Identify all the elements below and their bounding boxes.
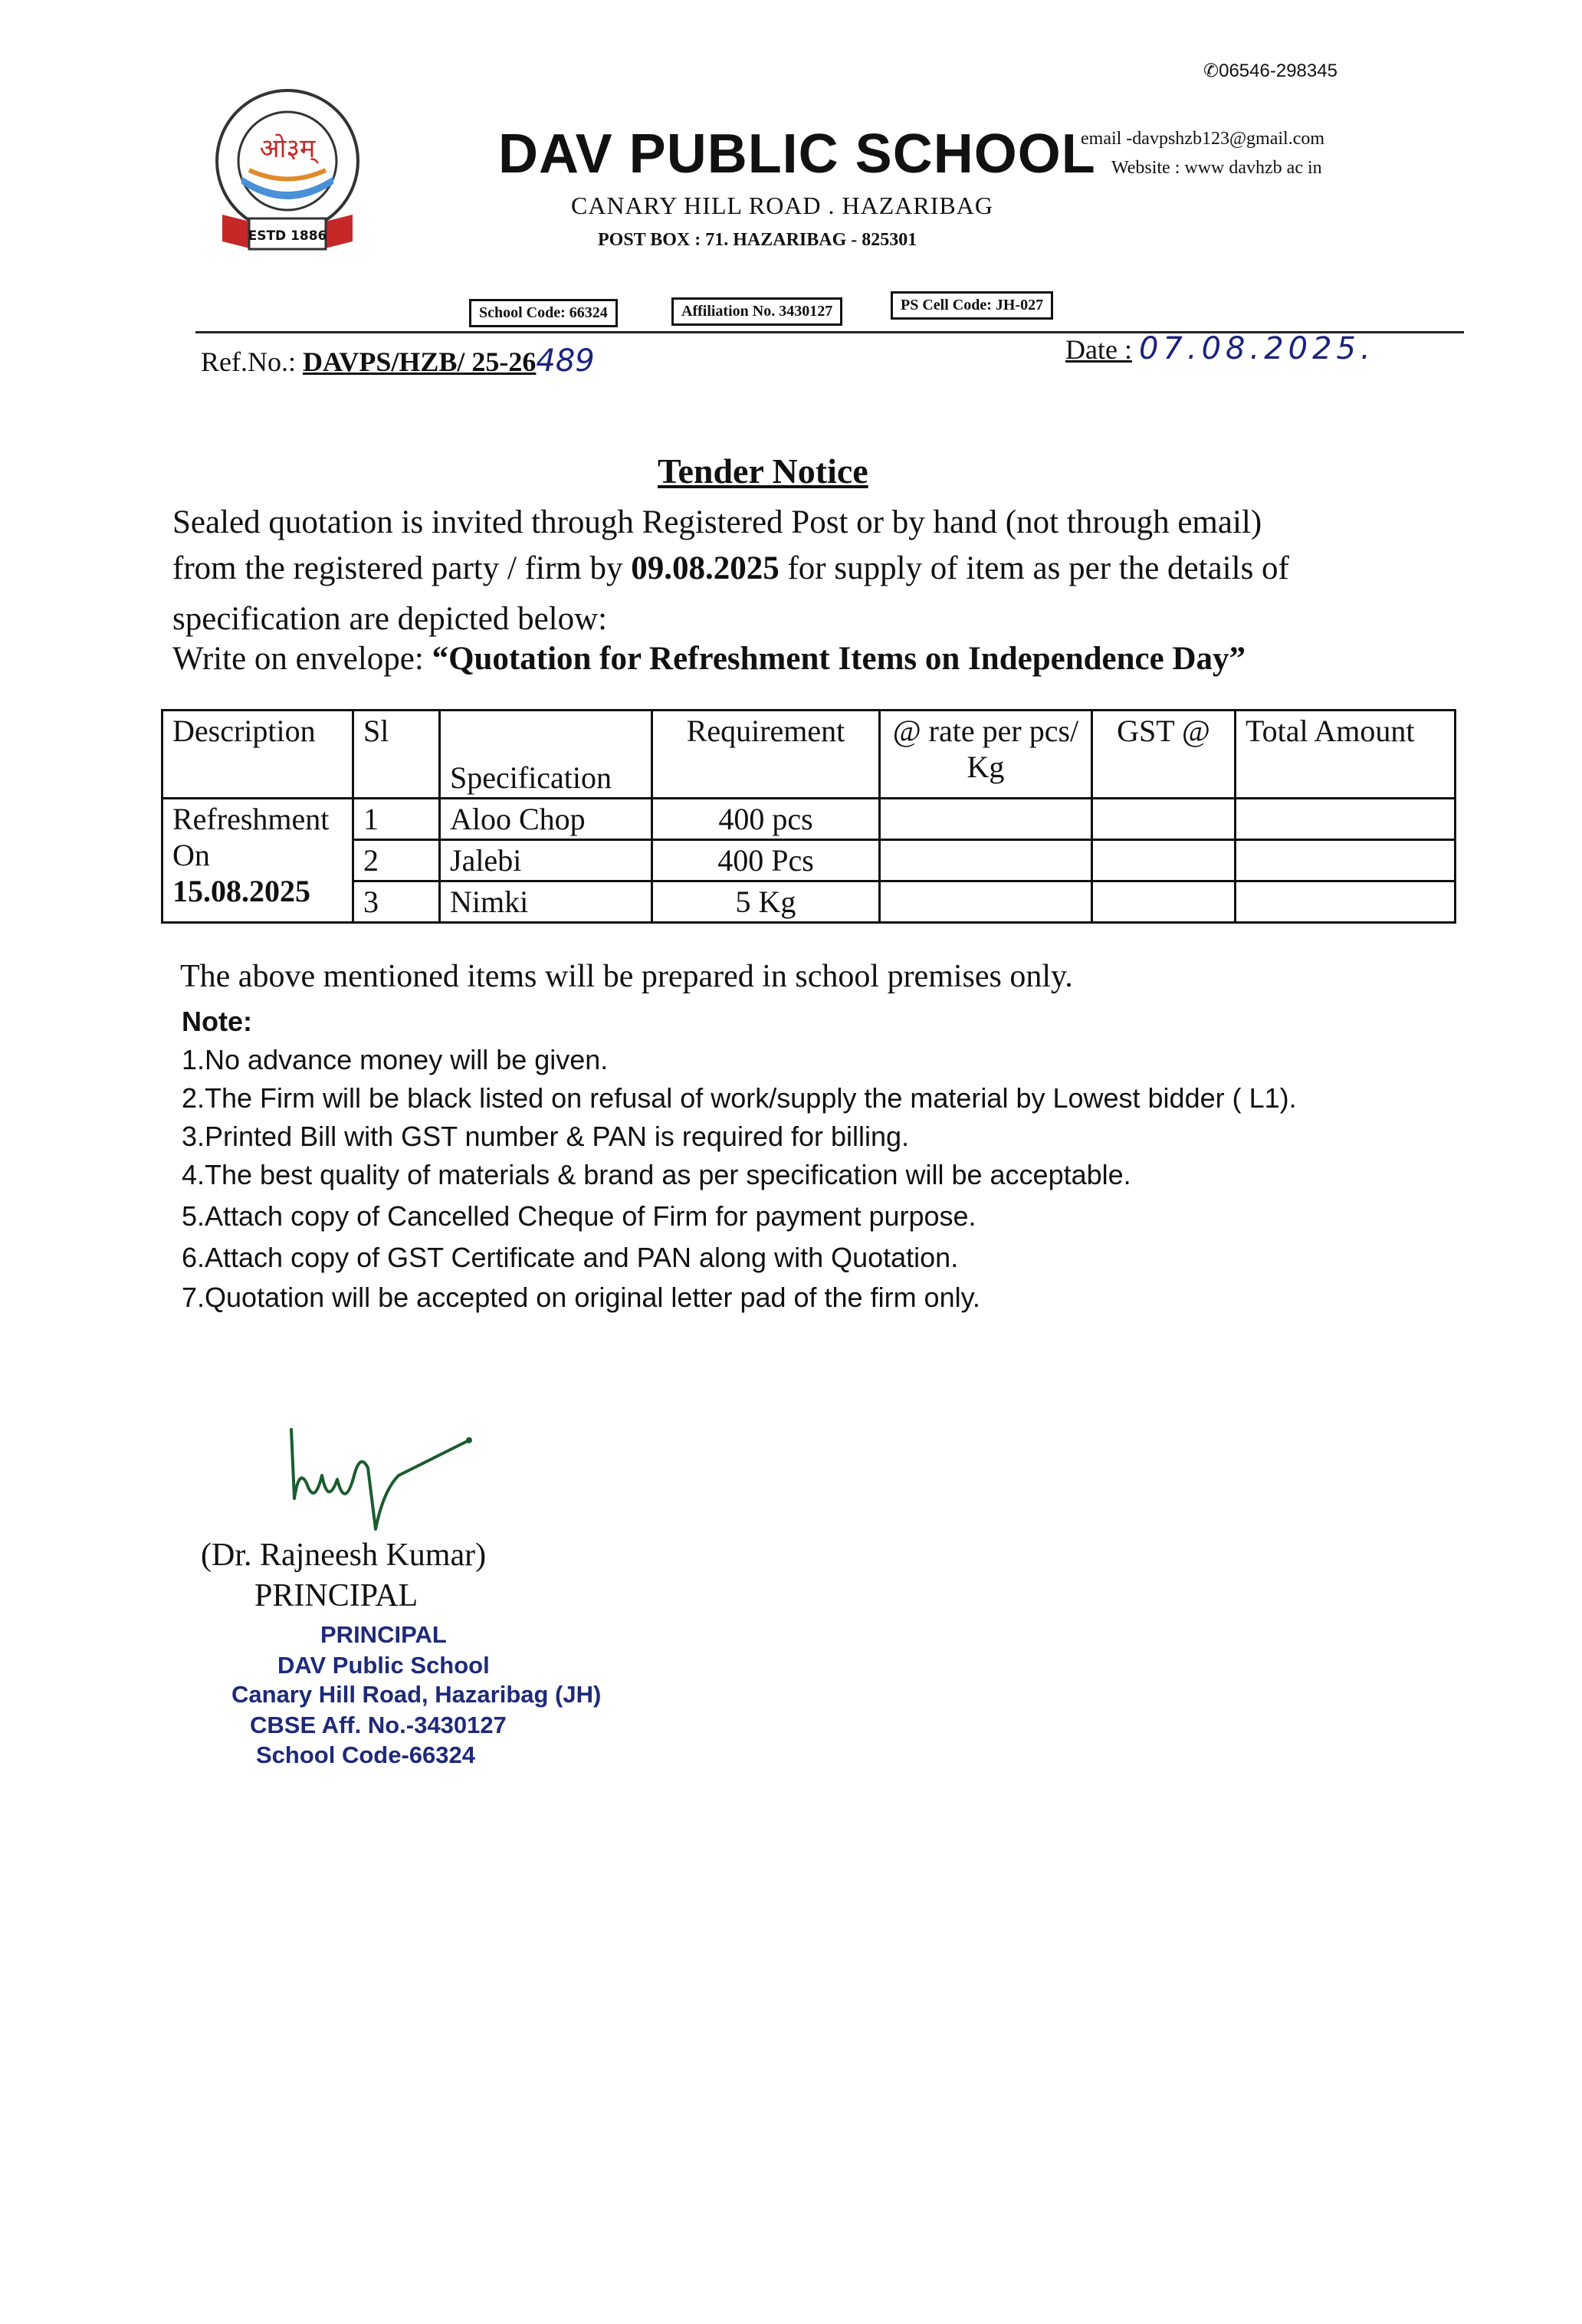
description-cell: Refreshment On 15.08.2025 [162,799,353,923]
total-cell [1236,840,1456,881]
items-table [161,709,1456,924]
note-item: 7.Quotation will be accepted on original letter pad of the firm only. [182,1282,980,1313]
notice-line-3: specification are depicted below: [172,601,608,637]
col-total: Total Amount [1236,711,1456,799]
note-item: 4.The best quality of materials & brand as per specification will be acceptable. [182,1159,1131,1190]
note-item: 5.Attach copy of Cancelled Cheque of Firm for payment purpose. [182,1200,976,1232]
req-cell: 400 pcs [652,799,880,840]
signer-name: (Dr. Rajneesh Kumar) [201,1538,487,1573]
spec-cell: Aloo Chop [440,799,652,840]
school-code-box: School Code: 66324 [469,299,618,327]
req-cell: 400 Pcs [652,840,880,881]
premises-note: The above mentioned items will be prepared in school premises only. [180,959,1073,994]
signer-title: PRINCIPAL [254,1578,418,1613]
post-box: POST BOX : 71. HAZARIBAG - 825301 [598,230,917,250]
col-rate: @ rate per pcs/ Kg [880,711,1092,799]
gst-cell [1092,840,1236,881]
rate-cell [880,799,1092,840]
col-sl: Sl [353,711,440,799]
sl-cell: 1 [353,799,440,840]
col-description: Description [162,711,353,799]
stamp-line: CBSE Aff. No.-3430127 [250,1712,507,1738]
sl-cell: 3 [353,881,440,923]
reference-number [201,343,595,379]
spec-cell: Nimki [440,881,652,923]
req-cell: 5 Kg [652,881,880,923]
phone-number: ✆06546-298345 [1203,61,1337,81]
svg-text:ओ३म्: ओ३म् [259,133,316,164]
notice-date [1065,331,1375,366]
stamp-line: PRINCIPAL [320,1621,447,1648]
date-label: Date : [1065,334,1132,365]
school-logo [207,84,368,276]
note-item: 2.The Firm will be black listed on refusal of work/supply the material by Lowest bidder ( L1). [182,1082,1297,1114]
deadline-date: 09.08.2025 [631,550,780,586]
table-header-row [162,711,1456,799]
col-gst: GST @ [1092,711,1236,799]
date-handwritten: 07.08.2025. [1138,331,1375,366]
svg-text:ESTD 1886: ESTD 1886 [248,228,327,244]
affiliation-box: Affiliation No. 3430127 [671,297,842,326]
rate-cell [880,840,1092,881]
note-item: 3.Printed Bill with GST number & PAN is required for billing. [182,1121,910,1152]
rate-cell [880,881,1092,923]
school-address: CANARY HILL ROAD . HAZARIBAG [571,192,993,219]
school-website: Website : www davhzb ac in [1111,158,1322,178]
col-requirement: Requirement [652,711,880,799]
phone-icon: ✆ [1203,61,1219,81]
table-row [162,799,1456,840]
notice-title: Tender Notice [658,451,868,491]
handwritten-signature [284,1422,483,1537]
col-specification: Specification [440,711,652,799]
stamp-line: School Code-66324 [256,1741,475,1768]
ref-label: Ref.No.: [201,346,296,377]
ref-handwritten: 489 [536,343,595,379]
total-cell [1236,881,1456,923]
stamp-line: Canary Hill Road, Hazaribag (JH) [231,1681,602,1708]
school-name: DAV PUBLIC SCHOOL [498,123,1096,185]
envelope-text: “Quotation for Refreshment Items on Independence Day” [432,641,1246,677]
ps-cell-code-box: PS Cell Code: JH-027 [891,291,1053,320]
note-item: 1.No advance money will be given. [182,1044,609,1075]
table-row [162,881,1456,923]
note-item: 6.Attach copy of GST Certificate and PAN along with Quotation. [182,1242,959,1273]
total-cell [1236,799,1456,840]
sl-cell: 2 [353,840,440,881]
stamp-line: DAV Public School [277,1652,490,1679]
notice-line-1: Sealed quotation is invited through Registered Post or by hand (not through email) [172,504,1262,540]
ref-value: DAVPS/HZB/ 25-26 [302,346,537,377]
spec-cell: Jalebi [440,840,652,881]
school-email: email -davpshzb123@gmail.com [1081,129,1325,149]
gst-cell [1092,881,1236,923]
notice-line-2: from the registered party / firm by 09.08.2025 for supply of item as per the details of [172,550,1289,586]
gst-cell [1092,799,1236,840]
notice-line-4: Write on envelope: “Quotation for Refreshment Items on Independence Day” [172,641,1246,677]
notes-heading: Note: [182,1006,252,1037]
table-row [162,840,1456,881]
